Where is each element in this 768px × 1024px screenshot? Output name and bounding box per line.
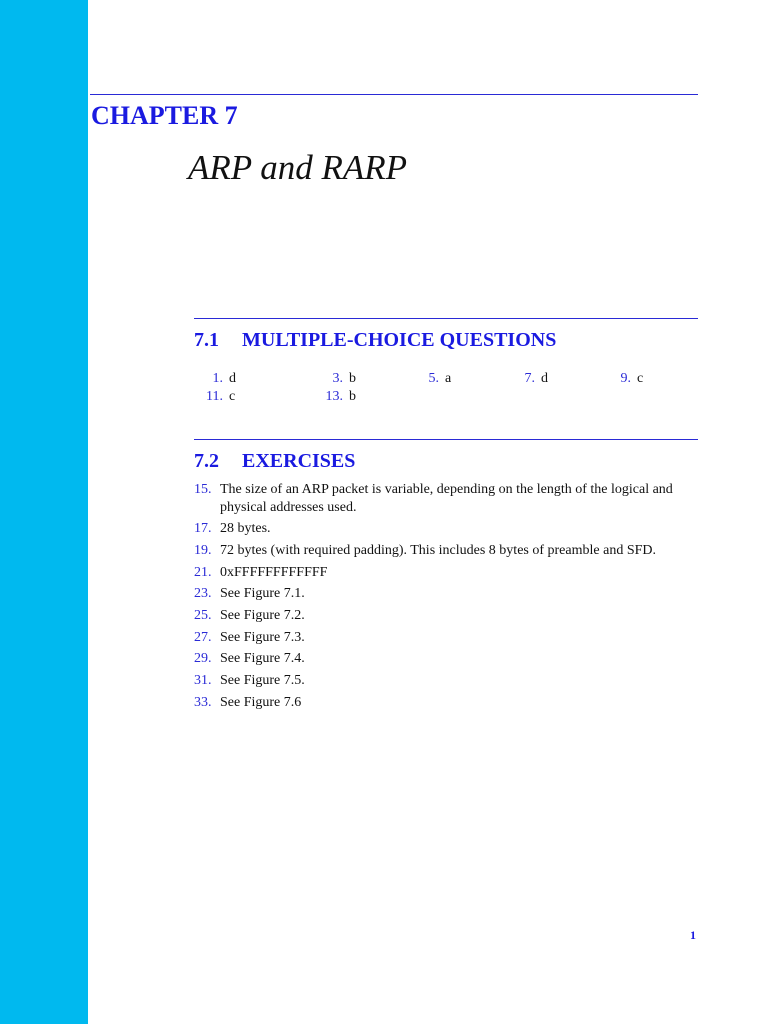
answer-letter: c bbox=[229, 389, 236, 404]
exercise-item bbox=[194, 650, 700, 668]
answer-grid bbox=[0, 370, 768, 410]
exercise-text: See Figure 7.4. bbox=[220, 651, 305, 667]
answer-letter: d bbox=[541, 371, 548, 386]
exercise-text: 28 bytes. bbox=[220, 521, 271, 537]
exercise-text: See Figure 7.2. bbox=[220, 607, 305, 623]
section-number: 7.1 bbox=[194, 329, 219, 351]
exercise-number: 27. bbox=[194, 629, 212, 645]
answer-item bbox=[197, 388, 235, 406]
answer-letter: b bbox=[349, 371, 356, 386]
exercise-item bbox=[194, 564, 700, 582]
section-title: EXERCISES bbox=[242, 450, 356, 472]
question-number: 5. bbox=[428, 371, 439, 386]
exercise-number: 25. bbox=[194, 607, 212, 623]
exercise-text: See Figure 7.6 bbox=[220, 694, 302, 710]
answer-letter: d bbox=[229, 371, 236, 386]
answer-item bbox=[509, 370, 548, 388]
exercise-text: 0xFFFFFFFFFFFF bbox=[220, 564, 328, 580]
answer-item bbox=[413, 370, 451, 388]
exercise-item bbox=[194, 694, 700, 712]
question-number: 9. bbox=[620, 371, 631, 386]
section-title: MULTIPLE-CHOICE QUESTIONS bbox=[242, 329, 557, 351]
answer-letter: b bbox=[349, 389, 356, 404]
exercise-number: 19. bbox=[194, 542, 212, 558]
exercise-text: 72 bytes (with required padding). This includes 8 bytes of preamble and SFD. bbox=[220, 542, 656, 558]
chapter-title: ARP and RARP bbox=[188, 148, 408, 187]
exercise-text: See Figure 7.1. bbox=[220, 586, 305, 602]
chapter-top-rule bbox=[90, 94, 698, 95]
exercise-item bbox=[194, 585, 700, 603]
question-number: 7. bbox=[524, 371, 535, 386]
answer-item bbox=[317, 388, 356, 406]
exercise-number: 29. bbox=[194, 651, 212, 667]
answer-item bbox=[317, 370, 356, 388]
answer-letter: c bbox=[637, 371, 644, 386]
answer-item bbox=[605, 370, 643, 388]
exercise-number: 23. bbox=[194, 586, 212, 602]
question-number: 11. bbox=[206, 389, 223, 404]
exercise-text: See Figure 7.3. bbox=[220, 629, 305, 645]
question-number: 3. bbox=[332, 371, 343, 386]
question-number: 13. bbox=[325, 389, 343, 404]
exercise-text: See Figure 7.5. bbox=[220, 673, 305, 688]
section-number: 7.2 bbox=[194, 450, 219, 472]
exercise-item bbox=[194, 542, 700, 560]
exercise-number: 17. bbox=[194, 521, 212, 537]
exercise-number: 33. bbox=[194, 694, 212, 710]
exercise-text: The size of an ARP packet is variable, depending on the length of the logical and physical addresses used. bbox=[220, 482, 673, 515]
exercise-item bbox=[194, 481, 700, 516]
exercise-item bbox=[194, 672, 700, 690]
section-heading-exercises bbox=[194, 449, 355, 473]
exercise-number: 15. bbox=[194, 482, 212, 497]
chapter-label: CHAPTER 7 bbox=[91, 101, 238, 130]
section-heading-multiple-choice bbox=[194, 328, 556, 352]
page-number: 1 bbox=[690, 928, 696, 942]
section-rule-1 bbox=[194, 318, 698, 319]
exercise-number: 31. bbox=[194, 673, 212, 688]
side-color-band bbox=[0, 0, 88, 1024]
exercise-item bbox=[194, 629, 700, 647]
exercise-number: 21. bbox=[194, 564, 212, 580]
exercise-list bbox=[194, 481, 700, 715]
question-number: 1. bbox=[212, 371, 223, 386]
answer-letter: a bbox=[445, 371, 452, 386]
exercise-item bbox=[194, 607, 700, 625]
exercise-item bbox=[194, 520, 700, 538]
section-rule-2 bbox=[194, 439, 698, 440]
answer-item bbox=[197, 370, 236, 388]
